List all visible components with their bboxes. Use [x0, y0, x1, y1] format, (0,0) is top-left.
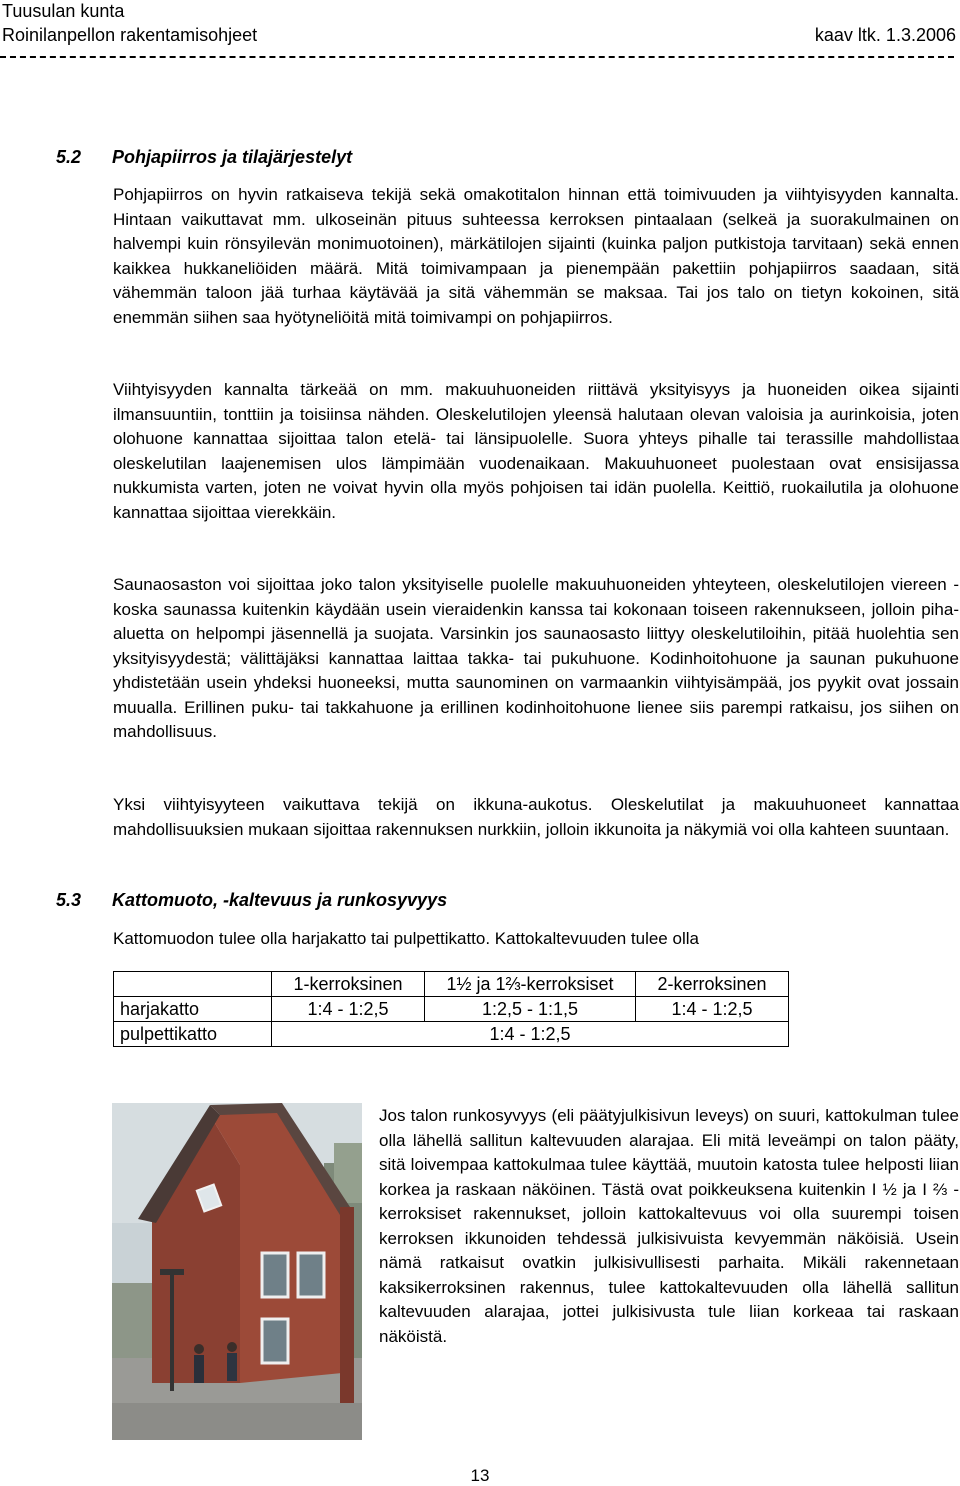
table-cell-merged: 1:4 - 1:2,5	[272, 1022, 789, 1047]
table-header-cell: 1-kerroksinen	[272, 972, 425, 997]
table-row-label: pulpettikatto	[114, 1022, 272, 1047]
table-cell: 1:4 - 1:2,5	[272, 997, 425, 1022]
section-5-2-heading	[56, 147, 352, 168]
table-header-row	[114, 972, 789, 997]
section-number: 5.2	[56, 147, 82, 167]
section-5-3-heading	[56, 890, 447, 911]
paragraph-windows: Yksi viihtyisyyteen vaikuttava tekijä on ikkuna-aukotus. Oleskelutilat ja makuuhuoneet kannattaa mahdollisuuksien mukaan sijoittaa rakennuksen nurkkiin, jolloin ikkunoita ja näkymiä voi olla kahteen suuntaan.	[113, 795, 959, 839]
header-status: kaav ltk. 1.3.2006	[814, 25, 956, 45]
table-cell: 1:2,5 - 1:1,5	[425, 997, 636, 1022]
header-document-title: Roinilanpellon rakentamisohjeet	[2, 25, 258, 45]
table-corner-cell	[114, 972, 272, 997]
paragraph-roof-intro: Kattomuodon tulee olla harjakatto tai pulpettikatto. Kattokaltevuuden tulee olla	[113, 929, 699, 948]
table-row-label: harjakatto	[114, 997, 272, 1022]
paragraph-sauna: Saunaosaston voi sijoittaa joko talon yksityiselle puolelle makuuhuoneiden yhteyteen, oleskelutilojen viereen - koska saunassa kuitenkin käydään usein vieraidenkin kanssa tai kokonaan toiseen rakennukseen, jolloin piha-aluetta on helpompi jäsennellä ja suojata. Varsinkin jos saunaosasto liittyy oleskelutiloihin, pitää huolehtia sen yksityisyydestä; välittäjäksi kannattaa laittaa takka- tai pukuhuone. Kodinhoitohuone ja saunan pukuhuone yhdistetään usein yhdeksi huoneeksi, mutta saunominen on varmaankin viihtyisämpää, jos pyykit ovat jossain muualla. Erillinen puku- tai takkahuone ja erillinen kodinhoitohuone lienee siis parempi ratkaisu, jos siihen on mahdollisuus.	[113, 575, 959, 741]
table-row	[114, 997, 789, 1022]
page-number: 13	[470, 1466, 490, 1485]
section-title: Pohjapiirros ja tilajärjestelyt	[112, 147, 353, 167]
paragraph-floor-plan-cost: Pohjapiirros on hyvin ratkaiseva tekijä sekä omakotitalon hinnan että toimivuuden ja viihtyisyyden kannalta. Hintaan vaikuttavat mm. ulkoseinän pituus suhteessa kerroksen pintaalaan (selkeä ja suorakulmainen on halvempi kuin rönsyilevän monimuotoinen), märkätilojen sijainti (kuinka paljon putkistoja tarvitaan) sekä ennen kaikkea hukkaneliöiden määrä. Mitä toimivampaan ja pienempään pakettiin pohjapiirros saadaan, sitä vähemmän taloon jää turhaa käytävää ja sitä vähemmän se maksaa. Tai jos talo on tietyn kokoinen, sitä enemmän siihen saa hyötyneliöitä mitä toimivampi on pohjapiirros.	[113, 185, 959, 327]
header-divider	[0, 56, 954, 58]
table-cell: 1:4 - 1:2,5	[636, 997, 789, 1022]
section-number: 5.3	[56, 890, 82, 910]
section-title: Kattomuoto, -kaltevuus ja runkosyvyys	[112, 890, 448, 910]
table-header-cell: 1½ ja 1⅔-kerroksiset	[425, 972, 636, 997]
paragraph-frame-depth: Jos talon runkosyvyys (eli päätyjulkisivun leveys) on suuri, kattokulman tulee olla lähellä sallitun kaltevuuden alarajaa. Eli mitä leveämpi on talon pääty, sitä loivempaa kattokulmaa tulee käyttää, muutoin katosta tulee helposti liian korkea ja raskaan näköinen. Tästä ovat poikkeuksena kuitenkin I ½ ja I ⅔ -kerroksiset rakennukset, jolloin kattokaltevuus voi olla suurempi toisen kerroksen ikkunoiden tehdessä julkisivuista kevyemmän näköisiä. Usein nämä ratkaisut ovatkin julkisivullisesti parhaita. Mikäli rakennetaan kaksikerroksinen rakennus, tulee kattokaltevuuden olla lähellä sallitun kaltevuuden alarajaa, jottei julkisivusta tule liian korkeaa tai raskaan näköistä.	[379, 1106, 959, 1346]
paragraph-comfort: Viihtyisyyden kannalta tärkeää on mm. makuuhuoneiden riittävä yksityisyys ja huoneiden oikea sijainti ilmansuuntiin, tonttiin ja toisiinsa nähden. Oleskelutilojen yleensä halutaan olevan valoisia ja aurinkoisia, joten olohuone kannattaa sijoittaa talon etelä- tai länsipuolelle. Suora yhteys pihalle tai terassille mahdollistaa oleskelutilan laajenemisen ulos lämpimään vuodenaikaan. Makuuhuoneet puolestaan ovat ensisijassa nukkumista varten, joten ne voivat hyvin olla myös pohjoisen tai idän puolella. Keittiö, ruokailutila ja olohuone kannattaa sijoittaa vierekkäin.	[113, 380, 959, 522]
house-photo	[112, 1103, 362, 1440]
table-row	[114, 1022, 789, 1047]
header-municipality: Tuusulan kunta	[2, 1, 125, 21]
roof-pitch-table	[113, 971, 789, 1047]
table-header-cell: 2-kerroksinen	[636, 972, 789, 997]
